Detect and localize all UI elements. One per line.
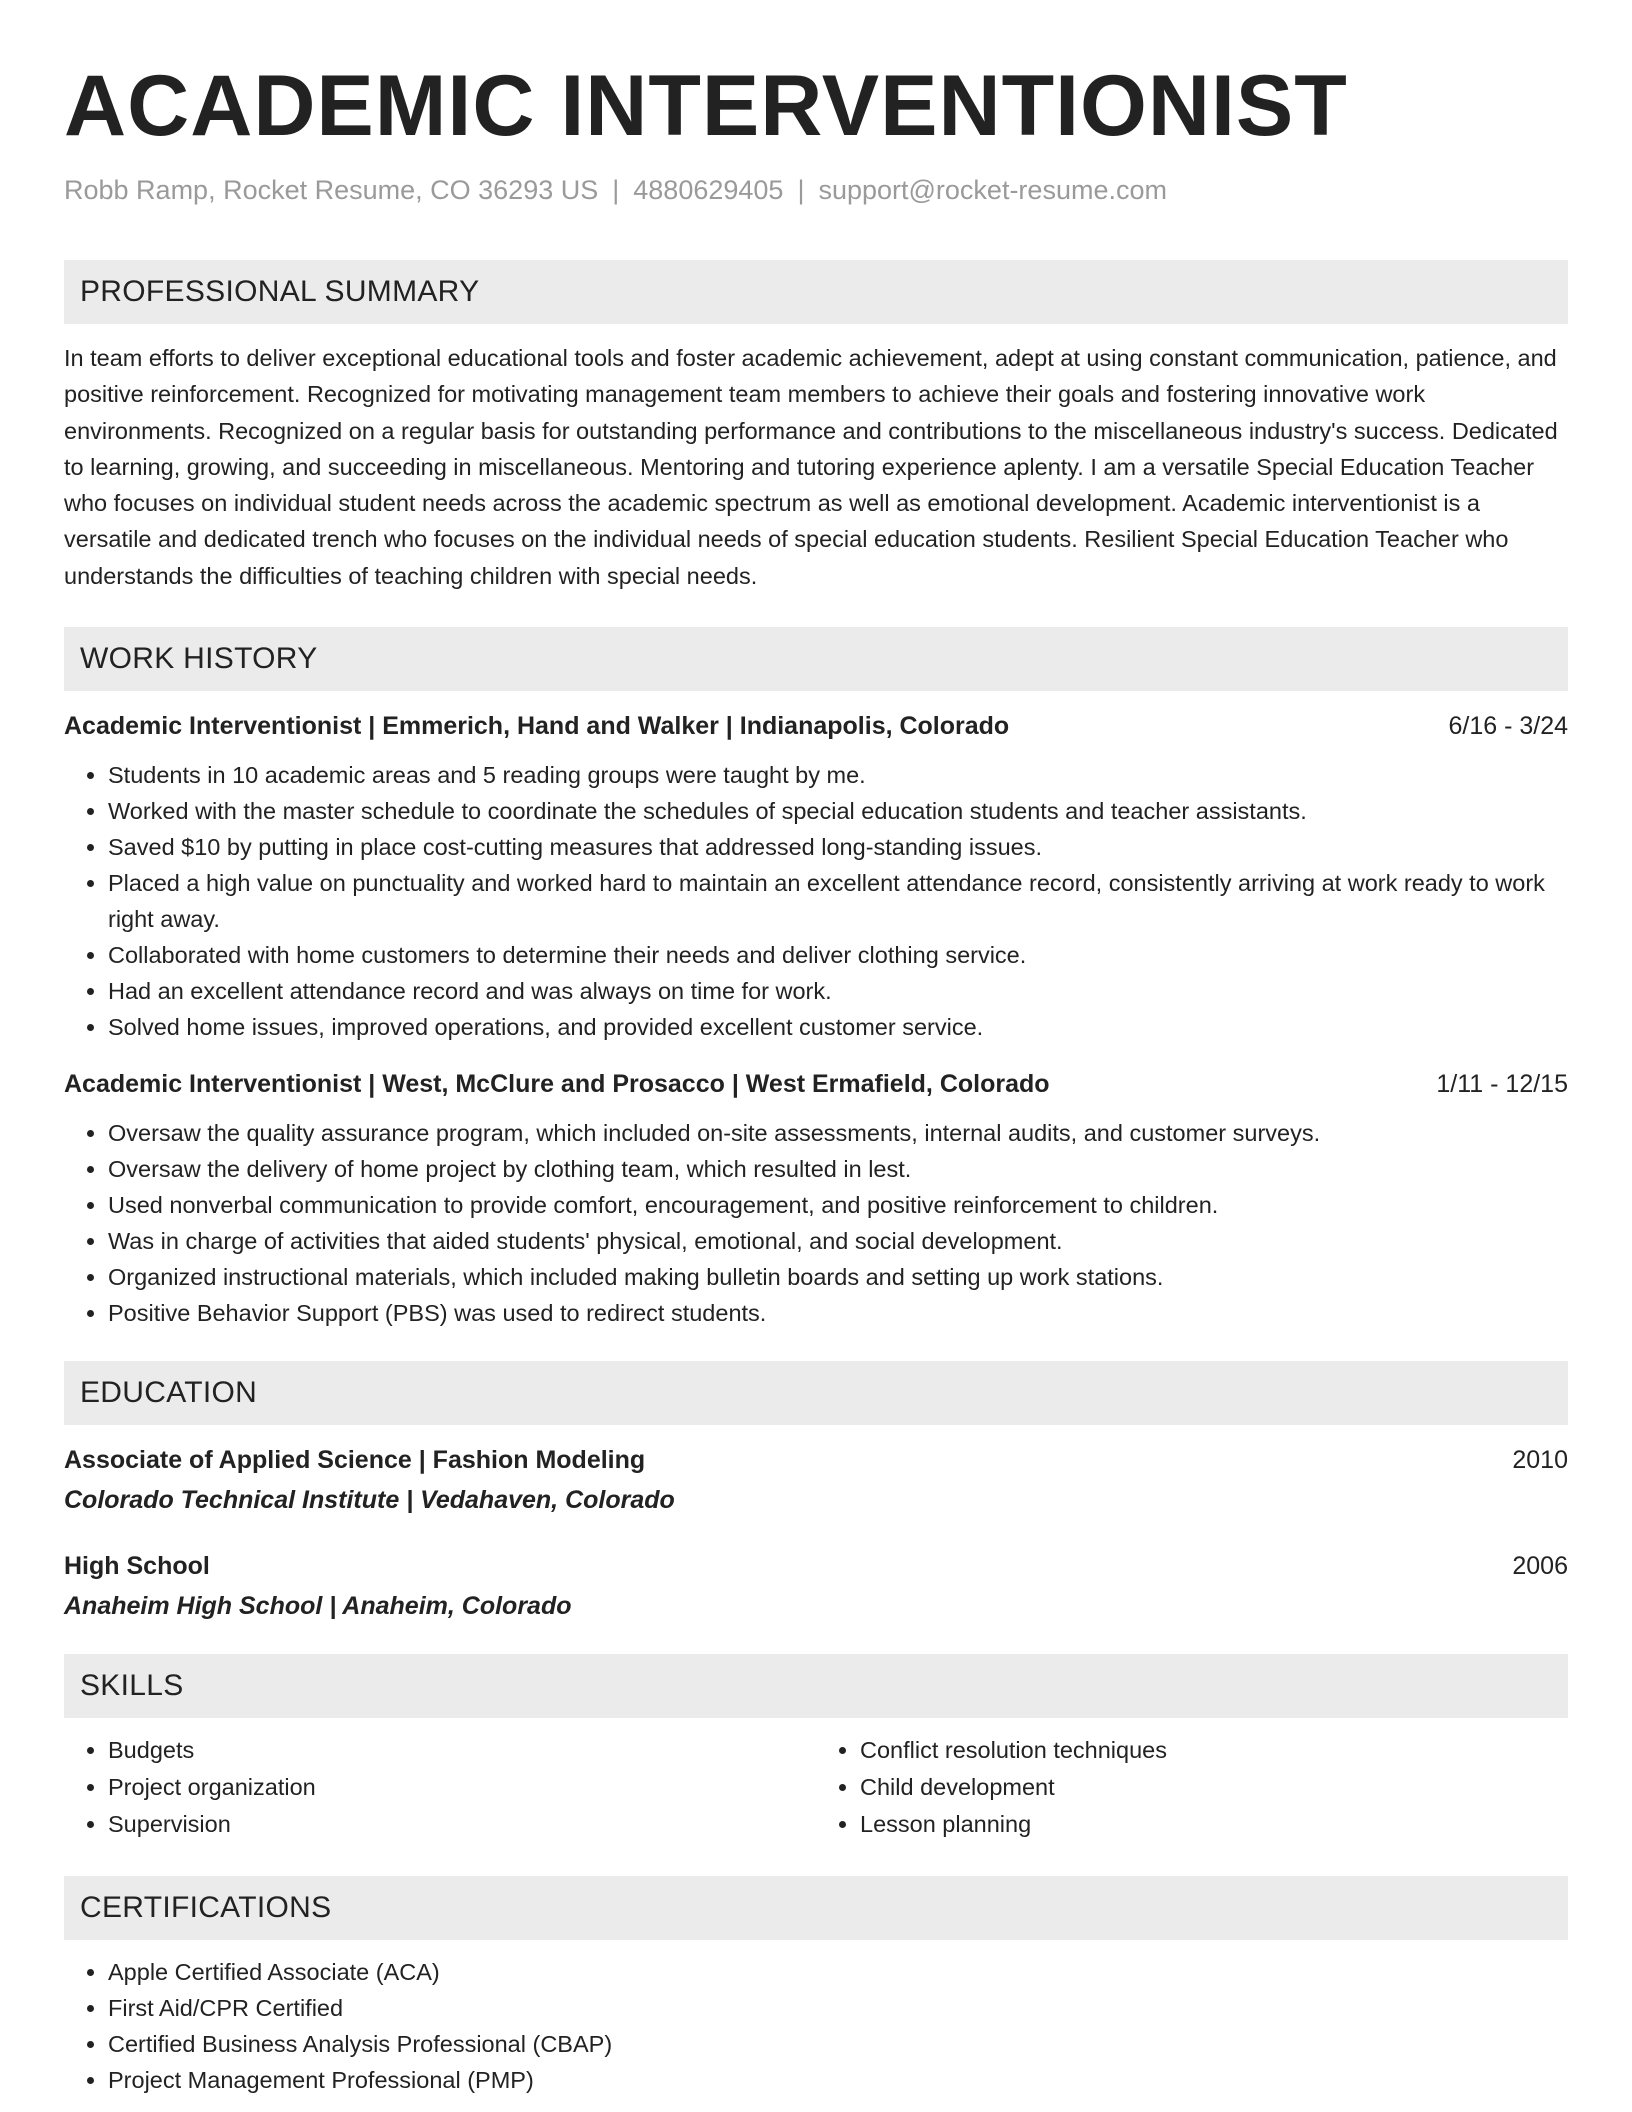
certification-item: • Apple Certified Associate (ACA) [108, 1954, 1568, 1990]
skill-item: • Child development [860, 1769, 1568, 1806]
job-bullet: • Had an excellent attendance record and was always on time for work. [108, 973, 1568, 1009]
skills-column-left [64, 1732, 816, 1843]
job-bullet: • Students in 10 academic areas and 5 reading groups were taught by me. [108, 757, 1568, 793]
skill-item: • Project organization [108, 1769, 816, 1806]
job-entry [64, 1067, 1568, 1331]
job-bullet: • Oversaw the delivery of home project by clothing team, which resulted in lest. [108, 1151, 1568, 1187]
skill-item: • Conflict resolution techniques [860, 1732, 1568, 1769]
job-header [64, 1067, 1568, 1101]
summary-text: In team efforts to deliver exceptional educational tools and foster academic achievement, adept at using constant communication, patience, and positive reinforcement. Recognized for motivating management team members to achieve their goals and fostering innovative work environments. Recognized on a regular basis for outstanding performance and contributions to the miscellaneous industry's success. Dedicated to learning, growing, and succeeding in miscellaneous. Mentoring and tutoring experience aplenty. I am a versatile Special Education Teacher who focuses on individual student needs across the academic spectrum as well as emotional development. Academic interventionist is a versatile and dedicated trench who focuses on the individual needs of special education students. Resilient Special Education Teacher who understands the difficulties of teaching children with special needs. [64, 345, 1558, 589]
job-bullet: • Was in charge of activities that aided students' physical, emotional, and social development. [108, 1223, 1568, 1259]
contact-phone: 4880629405 [633, 175, 784, 205]
certification-item: • First Aid/CPR Certified [108, 1990, 1568, 2026]
job-bullet: • Organized instructional materials, which included making bulletin boards and setting up work stations. [108, 1259, 1568, 1295]
skill-item: • Supervision [108, 1806, 816, 1843]
job-bullet: • Oversaw the quality assurance program, which included on-site assessments, internal audits, and customer surveys. [108, 1115, 1568, 1151]
certification-item: • Project Management Professional (PMP) [108, 2062, 1568, 2098]
job-header [64, 709, 1568, 743]
education-entry [64, 1549, 1568, 1623]
education-degree: High School [64, 1552, 210, 1581]
education-header [64, 1549, 1568, 1583]
skills-list [64, 1732, 1568, 1843]
job-bullet: • Worked with the master schedule to coordinate the schedules of special education students and teacher assistants. [108, 793, 1568, 829]
job-title: Academic Interventionist | Emmerich, Hand and Walker | Indianapolis, Colorado [64, 712, 1010, 741]
work-history-heading: WORK HISTORY [64, 627, 1568, 691]
job-bullet: • Placed a high value on punctuality and worked hard to maintain an excellent attendance record, consistently arriving at work ready to work right away. [108, 865, 1568, 937]
certifications-heading: CERTIFICATIONS [64, 1876, 1568, 1940]
job-bullet: • Saved $10 by putting in place cost-cutting measures that addressed long-standing issues. [108, 829, 1568, 865]
education-school: Colorado Technical Institute | Vedahaven, Colorado [64, 1486, 675, 1515]
education-degree: Associate of Applied Science | Fashion Modeling [64, 1446, 646, 1475]
job-bullet: • Positive Behavior Support (PBS) was used to redirect students. [108, 1295, 1568, 1331]
summary-heading: PROFESSIONAL SUMMARY [64, 260, 1568, 324]
contact-separator: | [612, 175, 620, 205]
job-entry [64, 709, 1568, 1045]
job-bullets [64, 1115, 1568, 1331]
job-bullet: • Collaborated with home customers to determine their needs and deliver clothing service. [108, 937, 1568, 973]
contact-separator: | [797, 175, 805, 205]
skill-item: • Lesson planning [860, 1806, 1568, 1843]
education-year: 2006 [1512, 1552, 1568, 1581]
education-year: 2010 [1512, 1446, 1568, 1475]
education-entry [64, 1443, 1568, 1517]
contact-address: Robb Ramp, Rocket Resume, CO 36293 US [64, 175, 599, 205]
job-bullets [64, 757, 1568, 1045]
education-header [64, 1443, 1568, 1477]
skill-item: • Budgets [108, 1732, 816, 1769]
contact-line [64, 172, 1568, 208]
certification-item: • Certified Business Analysis Professional (CBAP) [108, 2026, 1568, 2062]
certifications-list [64, 1954, 1568, 2098]
contact-email: support@rocket-resume.com [818, 175, 1167, 205]
education-heading: EDUCATION [64, 1361, 1568, 1425]
skills-column-right [816, 1732, 1568, 1843]
job-bullet: • Used nonverbal communication to provide comfort, encouragement, and positive reinforcement to children. [108, 1187, 1568, 1223]
resume-title: ACADEMIC INTERVENTIONIST [64, 58, 1348, 154]
job-bullet: • Solved home issues, improved operations, and provided excellent customer service. [108, 1009, 1568, 1045]
job-dates: 6/16 - 3/24 [1448, 712, 1568, 741]
skills-heading: SKILLS [64, 1654, 1568, 1718]
job-title: Academic Interventionist | West, McClure and Prosacco | West Ermafield, Colorado [64, 1070, 1050, 1099]
job-dates: 1/11 - 12/15 [1436, 1070, 1568, 1099]
education-school: Anaheim High School | Anaheim, Colorado [64, 1592, 572, 1621]
